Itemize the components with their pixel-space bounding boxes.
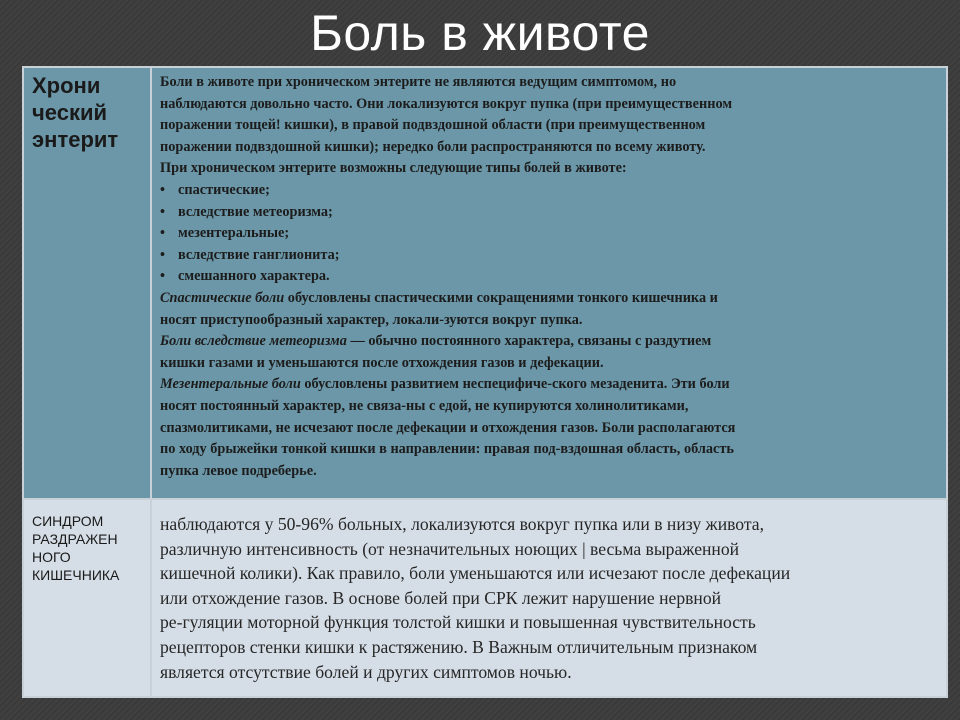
bullet-icon: • [160, 225, 166, 242]
heading-line: НОГО [32, 549, 71, 565]
slide-title: Боль в животе [310, 5, 650, 61]
text-line [160, 288, 938, 310]
text-line: Боли в животе при хроническом энтерите не являются ведущим симптомом, но [160, 74, 677, 90]
list-item [160, 245, 938, 267]
text-line: поражении тощей! кишки), в правой подвздошной области (при преимущественном [160, 117, 706, 134]
text-line: При хроническом энтерите возможны следующие типы болей в животе: [160, 160, 627, 177]
text-line: носят приступообразный характер, локали-зуются вокруг пупка. [160, 311, 583, 328]
row-heading [24, 500, 152, 696]
list-item-label: мезентеральные; [178, 225, 290, 242]
list-item [160, 180, 938, 202]
heading-line: ческий [32, 100, 108, 125]
row-heading [24, 68, 152, 498]
row-description [152, 68, 946, 498]
list-item [160, 202, 938, 224]
table-row [24, 68, 946, 500]
bullet-icon: • [160, 268, 166, 285]
text-line [160, 331, 938, 353]
table-row [24, 500, 946, 696]
text-line: является отсутствие болей и других симптомов ночью. [160, 661, 572, 682]
text-line: кишечной колики). Как правило, боли уменьшаются или исчезают после дефекации [160, 563, 791, 584]
mesenteral-text: обусловлены развитием неспецифиче-ского мезаденита. Эти боли [300, 376, 730, 393]
text-line [160, 374, 938, 396]
list-item-label: спастические; [178, 181, 270, 198]
text-line: по ходу брыжейки тонкой кишки в направлении: правая под-вздошная область, область [160, 441, 734, 458]
list-item-label: смешанного характера. [178, 268, 330, 285]
list-item-label: вследствие ганглионита; [178, 246, 340, 263]
heading-line: энтерит [32, 127, 119, 152]
row-description [152, 500, 946, 696]
text-line: спазмолитиками, не исчезают после дефекации и отхождения газов. Боли располагаются [160, 419, 736, 436]
text-line: рецепторов стенки кишки к растяжению. В Важным отличительным признаком [160, 636, 758, 657]
mesenteral-term: Мезентеральные боли [160, 376, 301, 393]
heading-line: РАЗДРАЖЕН [32, 531, 118, 547]
list-item [160, 223, 938, 245]
meteorism-term: Боли вследствие метеоризма [160, 333, 347, 350]
content-table [22, 66, 948, 698]
bullet-icon: • [160, 181, 166, 198]
text-line: носят постоянный характер, не связа-ны с едой, не купируются холинолитиками, [160, 397, 689, 414]
spastic-term: Спастические боли [160, 289, 285, 306]
text-line: поражении подвздошной кишки); нередко боли распространяются по всему животу. [160, 138, 706, 155]
bullet-icon: • [160, 246, 166, 263]
heading-line: КИШЕЧНИКА [32, 567, 120, 583]
text-line: пупка левое подреберье. [160, 462, 317, 479]
meteorism-text: — обычно постоянного характера, связаны с раздутием [346, 333, 712, 350]
bullet-icon: • [160, 203, 166, 220]
list-item-label: вследствие метеоризма; [178, 203, 333, 220]
text-line: различную интенсивность (от незначительных ноющих | весьма выраженной [160, 538, 740, 559]
text-line: или отхождение газов. В основе болей при СРК лежит нарушение нервной [160, 587, 722, 608]
list-item [160, 266, 938, 288]
heading-line: Хрони [32, 73, 101, 98]
spastic-text: обусловлены спастическими сокращениями тонкого кишечника и [284, 289, 718, 306]
text-line: ре-гуляции моторной функция толстой кишки и повышенная чувствительность [160, 612, 756, 633]
text-line: кишки газами и уменьшаются после отхождения газов и дефекации. [160, 354, 604, 371]
text-line: наблюдаются довольно часто. Они локализуются вокруг пупка (при преимущественном [160, 95, 733, 112]
text-line: наблюдаются у 50-96% больных, локализуются вокруг пупка или в низу живота, [160, 514, 764, 534]
heading-line: СИНДРОМ [32, 513, 104, 529]
